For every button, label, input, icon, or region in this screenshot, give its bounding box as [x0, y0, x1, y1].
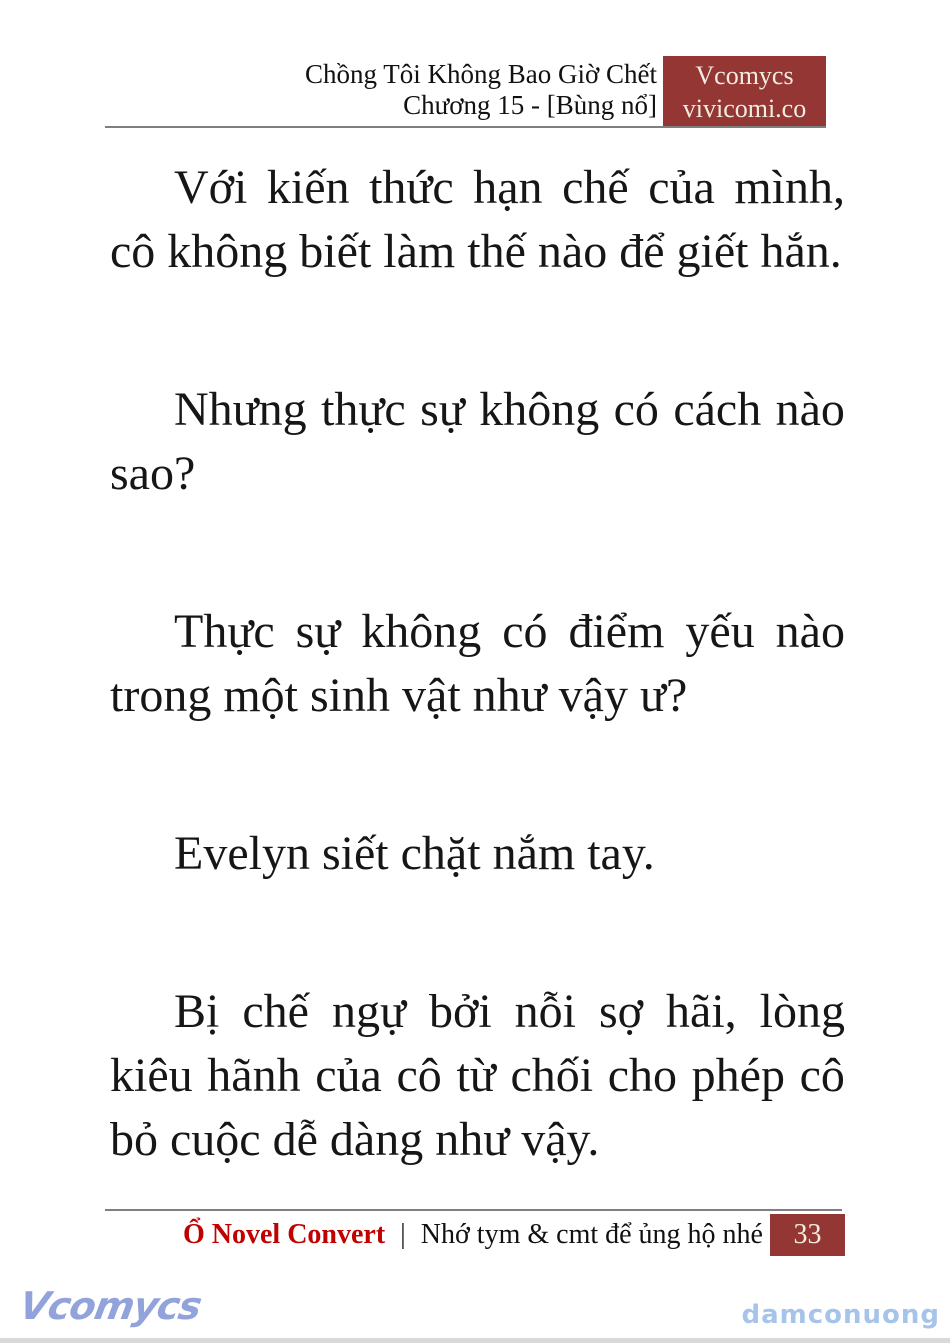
converter-credit: Ổ Novel Convert: [182, 1219, 386, 1250]
bottom-edge-strip: [0, 1338, 950, 1343]
paragraph: [110, 156, 845, 284]
paragraph: [110, 378, 845, 506]
paragraph: [110, 822, 845, 886]
text-line: sao?: [110, 447, 196, 500]
brand-box: [663, 56, 826, 128]
text-line: kiêu hãnh của cô từ chối cho phép cô: [110, 1049, 845, 1102]
brand-name: Vcomycs: [695, 61, 794, 90]
footer-credit-line: [183, 1214, 763, 1256]
page-number-badge: [770, 1214, 845, 1256]
header-divider: [105, 126, 826, 128]
chapter-header: [305, 59, 657, 121]
text-line: Evelyn siết chặt nắm tay.: [174, 827, 655, 880]
support-note: Nhớ tym & cmt để ủng hộ nhé: [420, 1219, 763, 1250]
paragraph: [110, 600, 845, 728]
text-line: Bị chế ngự bởi nỗi sợ hãi, lòng: [174, 985, 845, 1038]
paragraph: [110, 980, 845, 1172]
text-line: trong một sinh vật như vậy ư?: [110, 669, 688, 722]
chapter-title: Chương 15 - [Bùng nổ]: [403, 90, 657, 120]
text-line: bỏ cuộc dễ dàng như vậy.: [110, 1113, 600, 1166]
credit-separator: |: [400, 1219, 406, 1250]
text-line: Nhưng thực sự không có cách nào: [174, 383, 845, 436]
damconuong-watermark: damconuong: [741, 1300, 940, 1330]
text-line: cô không biết làm thế nào để giết hắn.: [110, 225, 842, 278]
story-text: [110, 156, 845, 1266]
page-number: 33: [793, 1219, 822, 1250]
text-line: Với kiến thức hạn chế của mình,: [174, 161, 845, 214]
footer-divider: [105, 1209, 842, 1211]
text-line: Thực sự không có điểm yếu nào: [174, 605, 845, 658]
vcomycs-logo: Vcomycs: [16, 1284, 205, 1328]
book-title: Chồng Tôi Không Bao Giờ Chết: [304, 59, 657, 89]
brand-site: vivicomi.co: [682, 94, 807, 123]
